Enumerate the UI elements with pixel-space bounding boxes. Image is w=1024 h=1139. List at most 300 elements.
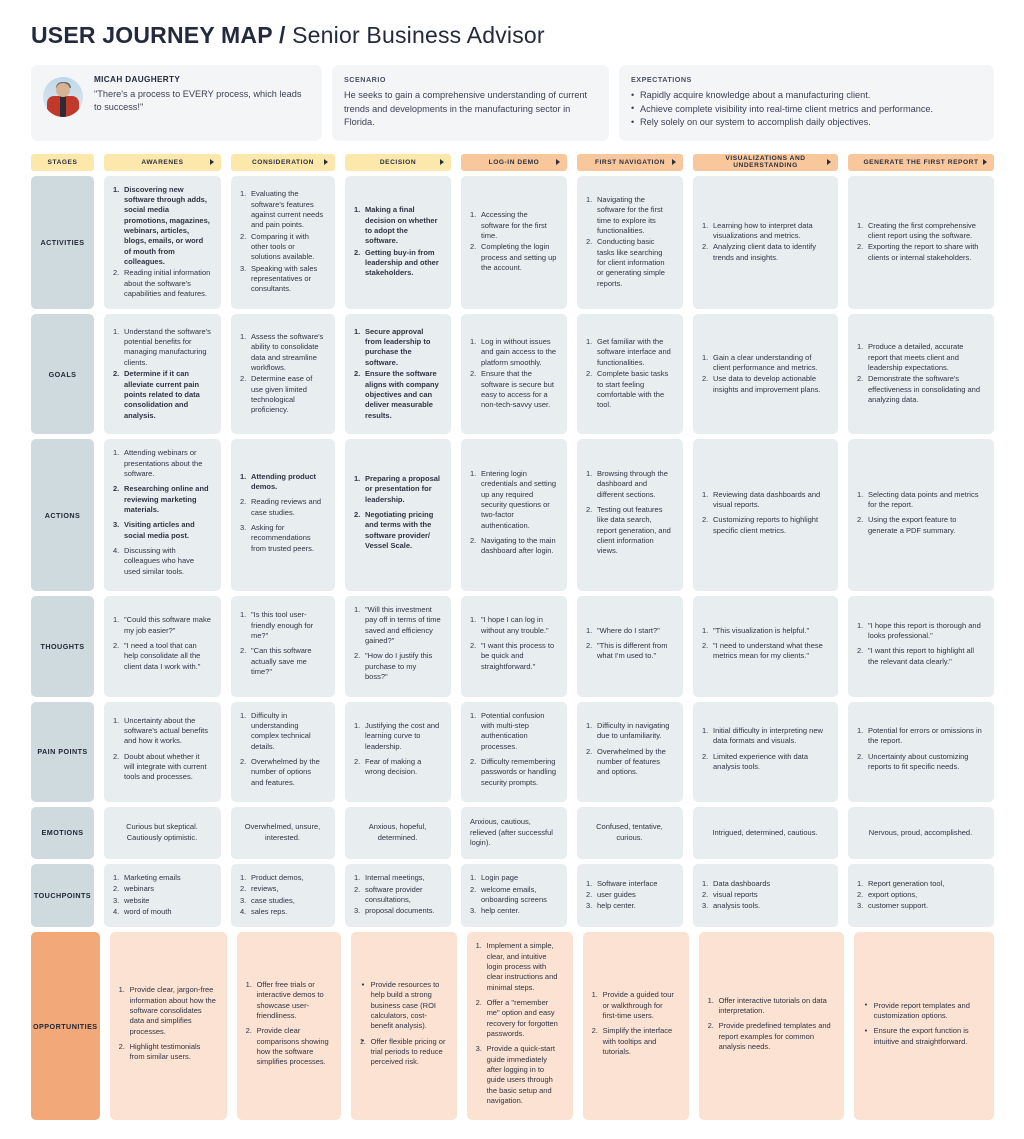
list-item-text: Asking for recommendations from trusted peers.: [251, 522, 314, 553]
list-item-text: Fear of making a wrong decision.: [365, 756, 422, 777]
list-item-text: Customizing reports to highlight specific client metrics.: [713, 515, 819, 535]
cell-actions-4: [577, 439, 683, 591]
cell-list: [470, 615, 557, 677]
list-item: [246, 980, 331, 1021]
list-item: [113, 268, 211, 299]
persona-text: [94, 75, 310, 114]
cell-list: [113, 873, 211, 918]
cell-thoughts-6: [848, 596, 994, 696]
list-item: [354, 885, 441, 906]
list-item-text: Provide resources to help build a strong business case (ROI calculators, cost-benefit analysis).: [370, 980, 440, 1031]
list-item: [240, 232, 325, 263]
stage-col-5: [693, 154, 838, 171]
cell-goals-2: [345, 314, 451, 434]
chevron-right-icon: [672, 159, 676, 165]
list-item: [702, 374, 828, 395]
list-item-text: Provide clear comparisons showing how the software simplifies processes.: [256, 1026, 329, 1067]
stage-pill-6[interactable]: [848, 154, 994, 171]
list-item-text: Provide predefined templates and report examples for common analysis needs.: [718, 1021, 831, 1051]
cell-list: [586, 337, 673, 411]
journey-rows: [31, 176, 994, 1121]
list-item: [702, 626, 828, 636]
list-item: [586, 469, 673, 500]
expectation-item: • Rely solely on our system to accomplish daily objectives.: [631, 116, 982, 130]
list-item-text: visual reports: [713, 889, 758, 899]
persona-quote: "There's a process to EVERY process, which leads to success!": [94, 89, 302, 113]
stage-pill-3[interactable]: [461, 154, 567, 171]
cell-emotions-6: [848, 807, 994, 859]
list-item-text: "Is this tool user-friendly enough for me?": [251, 610, 314, 640]
stage-col-4: [577, 154, 683, 171]
list-item: [470, 757, 557, 788]
list-item: [240, 610, 325, 641]
stage-label: LOG-IN DEMO: [488, 158, 540, 166]
list-item-text: Uncertainty about the software's actual benefits and how it works.: [124, 715, 208, 746]
list-item-text: Secure approval from leadership to purchase the software.: [365, 326, 431, 367]
cell-touchpoints-6: [848, 864, 994, 927]
list-item: [863, 1026, 984, 1047]
list-item: [240, 189, 325, 230]
stage-label: VISUALIZATIONS AND UNDERSTANDING: [725, 155, 806, 170]
list-item-text: Software interface: [597, 878, 658, 888]
cell-activities-5: [693, 176, 838, 310]
cell-touchpoints-5: [693, 864, 838, 927]
list-item: [702, 242, 828, 263]
cell-text: Intrigued, determined, cautious.: [712, 827, 818, 837]
cell-pain-points-0: [104, 702, 221, 802]
list-item: [586, 721, 673, 742]
cell-thoughts-5: [693, 596, 838, 696]
cell-list: [470, 469, 557, 562]
stage-col-2: [345, 154, 451, 171]
cell-list: [113, 185, 211, 301]
list-item-text: Marketing emails: [124, 872, 181, 882]
row-label-pain-points: PAIN POINTS: [31, 702, 94, 802]
list-item: [470, 337, 557, 368]
cell-list: [470, 873, 557, 917]
list-item-text: Log in without issues and gain access to the platform smoothly.: [481, 337, 557, 367]
list-item: [857, 646, 984, 667]
cell-list: [857, 879, 984, 913]
list-item-text: Browsing through the dashboard and different sections.: [597, 468, 668, 499]
list-item: [857, 752, 984, 773]
stage-pill-4[interactable]: [577, 154, 683, 171]
journey-row-emotions: [31, 807, 994, 859]
list-item-text: Product demos,: [251, 872, 304, 882]
list-item: [119, 985, 217, 1037]
cell-opportunities-3: [467, 932, 573, 1120]
list-item-text: Provide a quick-start guide immediately after logging in to guide users through the basic setup and navigation.: [486, 1044, 555, 1106]
list-item-text: Limited experience with data analysis tools.: [713, 751, 809, 772]
cell-actions-0: [104, 439, 221, 591]
cell-emotions-5: [693, 807, 838, 859]
cell-pain-points-5: [693, 702, 838, 802]
list-item-text: Negotiating pricing and terms with the software provider/ Vessel Scale.: [365, 510, 434, 551]
list-item-text: webinars: [124, 884, 155, 894]
list-item: [354, 873, 441, 883]
list-item-text: "I want this process to be quick and straightforward.": [481, 641, 555, 671]
cell-actions-3: [461, 439, 567, 591]
list-item-text: Internal meetings,: [365, 873, 425, 883]
list-item: [240, 264, 325, 295]
list-item: [586, 195, 673, 236]
list-item-text: "I hope I can log in without any trouble.": [481, 615, 549, 635]
list-item: [592, 990, 679, 1021]
list-item-text: Discussing with colleagues who have used similar tools.: [124, 546, 195, 576]
list-item: [113, 907, 211, 917]
cell-list: [470, 210, 557, 274]
cell-list: [113, 327, 211, 422]
persona-name: MICAH DAUGHERTY: [94, 75, 181, 84]
list-item-text: Assess the software's ability to consolidate data and streamline workflows.: [251, 331, 324, 372]
list-item-text: Navigating the software for the first time to explore its functionalities.: [597, 194, 663, 235]
row-label-thoughts: THOUGHTS: [31, 596, 94, 696]
list-item: [586, 890, 673, 900]
list-item-text: "This is different from what I'm used to.": [597, 641, 668, 661]
cell-text: Curious but skeptical. Cautiously optimistic.: [126, 822, 198, 842]
list-item-text: Get familiar with the software interface and functionalities.: [597, 337, 671, 367]
cell-opportunities-4: [583, 932, 689, 1120]
list-item: [240, 757, 325, 788]
list-item: [702, 353, 828, 374]
list-item: [113, 884, 211, 894]
cell-text: Anxious, cautious, relieved (after successful login).: [470, 817, 553, 848]
list-item: [113, 369, 211, 421]
cell-list: [702, 353, 828, 396]
list-item-text: Researching online and reviewing marketing materials.: [124, 484, 209, 515]
cell-goals-0: [104, 314, 221, 434]
list-item-text: Attending product demos.: [251, 471, 316, 491]
list-item-text: Offer flexible pricing or trial periods to reduce perceived risk.: [370, 1036, 446, 1067]
cell-opportunities-2: [351, 932, 457, 1120]
cell-list: [240, 332, 325, 417]
cell-pain-points-6: [848, 702, 994, 802]
cell-thoughts-2: [345, 596, 451, 696]
expectation-item: • Rapidly acquire knowledge about a manufacturing client.: [631, 89, 982, 103]
list-item-text: "I need to understand what these metrics mean for my clients.": [713, 641, 823, 661]
list-item-text: Offer interactive tutorials on data interpretation.: [718, 995, 827, 1015]
cell-opportunities-1: [237, 932, 341, 1120]
page-title: [0, 0, 1024, 65]
stage-col-1: [231, 154, 335, 171]
list-item: [586, 641, 673, 662]
journey-grid: [0, 141, 1024, 1121]
list-item-text: Login page: [481, 873, 519, 883]
list-item: [470, 885, 557, 906]
list-item-text: Produce a detailed, accurate report that meets client and leadership expectations.: [868, 342, 964, 372]
list-item-text: customer support.: [868, 901, 929, 911]
list-item-text: Provide clear, jargon-free information about how the software consolidates data and simplifies processes.: [129, 985, 216, 1036]
cell-pain-points-4: [577, 702, 683, 802]
list-item-text: Analyzing client data to identify trends and insights.: [713, 242, 816, 262]
list-item-text: Initial difficulty in interpreting new data formats and visuals.: [713, 726, 823, 746]
list-item: [586, 369, 673, 410]
cell-actions-6: [848, 439, 994, 591]
cell-list: [586, 195, 673, 290]
stage-label: DECISION: [379, 158, 417, 166]
cell-pain-points-2: [345, 702, 451, 802]
cell-list: [354, 721, 441, 783]
list-item: [240, 646, 325, 677]
list-item-text: Learning how to interpret data visualizations and metrics.: [713, 220, 813, 241]
list-item: [113, 327, 211, 368]
cell-list: [246, 980, 331, 1073]
list-item: [119, 1042, 217, 1063]
cell-list: [119, 985, 217, 1067]
cell-list: [592, 990, 679, 1062]
list-item-text: Conducting basic tasks like searching for client information or generating simple reports.: [597, 237, 665, 288]
list-item: [857, 342, 984, 373]
list-item: [586, 337, 673, 368]
list-item: [354, 248, 441, 279]
list-item-text: Potential for errors or omissions in the report.: [868, 726, 982, 746]
cell-list: [857, 726, 984, 777]
list-item-text: Data dashboards: [713, 878, 771, 888]
list-item-text: Complete basic tasks to start feeling comfortable with the tool.: [597, 369, 669, 410]
journey-row-opportunities: [31, 932, 994, 1120]
list-item-text: "This visualization is helpful.": [713, 625, 810, 635]
list-item-text: Determine if it can alleviate current pain points related to data consolidation and analysis.: [124, 369, 200, 420]
list-item-text: Use data to develop actionable insights and improvement plans.: [713, 374, 821, 394]
stage-label: FIRST NAVIGATION: [594, 158, 666, 166]
cell-emotions-0: [104, 807, 221, 859]
expectations-card: [619, 65, 994, 141]
cell-actions-2: [345, 439, 451, 591]
list-item-text: case studies,: [251, 895, 295, 905]
list-item-text: Ensure the export function is intuitive and straightforward.: [873, 1026, 969, 1046]
row-label-activities: ACTIVITIES: [31, 176, 94, 310]
cell-list: [586, 879, 673, 913]
cell-emotions-2: [345, 807, 451, 859]
list-item: [586, 879, 673, 889]
list-item: [857, 490, 984, 511]
list-item: [240, 711, 325, 752]
stage-pill-2[interactable]: [345, 154, 451, 171]
cell-emotions-4: [577, 807, 683, 859]
list-item: [354, 474, 441, 505]
list-item: [113, 185, 211, 268]
cell-list: [586, 469, 673, 562]
list-item: [246, 1026, 331, 1067]
cell-touchpoints-2: [345, 864, 451, 927]
list-item-text: Reading reviews and case studies.: [251, 497, 322, 517]
row-label-touchpoints: TOUCHPOINTS: [31, 864, 94, 927]
stages-label-cell: [31, 154, 94, 171]
list-item-text: Discovering new software through adds, social media promotions, magazines, webinars, articles, blogs, emails, or word of mouth from colleagues.: [124, 184, 210, 266]
chevron-right-icon: [827, 159, 831, 165]
row-label-goals: GOALS: [31, 314, 94, 434]
list-item-text: Selecting data points and metrics for the report.: [868, 489, 979, 509]
journey-row-thoughts: [31, 596, 994, 696]
cell-pain-points-1: [231, 702, 335, 802]
cell-activities-6: [848, 176, 994, 310]
cell-opportunities-0: [110, 932, 227, 1120]
list-item-text: Difficulty in understanding complex technical details.: [251, 710, 311, 751]
list-item: [470, 536, 557, 557]
list-item: [476, 998, 563, 1039]
cell-list: [240, 610, 325, 682]
list-item: [857, 901, 984, 911]
cell-actions-1: [231, 439, 335, 591]
list-item: • • Provide resources to help build a strong business case (ROI calculators, cost-benefit analysis).: [360, 980, 447, 1032]
expectations-label: EXPECTATIONS: [631, 75, 692, 84]
list-item: [113, 484, 211, 515]
list-item-text: Getting buy-in from leadership and other stakeholders.: [365, 247, 439, 278]
list-item-text: Preparing a proposal or presentation for leadership.: [365, 474, 441, 504]
list-item-text: reviews,: [251, 884, 279, 894]
list-item: [113, 752, 211, 783]
cell-list: [476, 941, 563, 1111]
stage-pill-1[interactable]: [231, 154, 335, 171]
list-item-text: Exporting the report to share with clients or internal stakeholders.: [868, 242, 979, 262]
stage-label: AWARENES: [141, 158, 184, 166]
list-item-text: Offer free trials or interactive demos to showcase user-friendliness.: [256, 980, 324, 1021]
list-item: [240, 472, 325, 493]
list-item: [702, 901, 828, 911]
page-title-separator: /: [272, 22, 293, 48]
cell-thoughts-3: [461, 596, 567, 696]
list-item-text: "I hope this report is thorough and looks professional.": [868, 620, 981, 640]
list-item-text: Creating the first comprehensive client report using the software.: [868, 220, 976, 241]
list-item: [113, 546, 211, 577]
cell-activities-2: [345, 176, 451, 310]
stage-pill-0[interactable]: [104, 154, 221, 171]
row-label-opportunities: OPPORTUNITIES: [31, 932, 100, 1120]
cell-emotions-3: [461, 807, 567, 859]
list-item-text: help center.: [481, 906, 520, 916]
list-item: [857, 890, 984, 900]
list-item-text: Attending webinars or presentations about the software.: [124, 448, 203, 479]
list-item-text: Entering login credentials and setting up any required security questions or two-factor authentication.: [481, 468, 557, 530]
list-item: [857, 515, 984, 536]
list-item-text: "Can this software actually save me time?": [251, 646, 312, 676]
list-item-text: help center.: [597, 901, 636, 911]
row-label-emotions: EMOTIONS: [31, 807, 94, 859]
list-item-text: Gain a clear understanding of client performance and metrics.: [713, 352, 818, 372]
cell-list: [240, 711, 325, 793]
list-item-text: software provider consultations,: [365, 884, 423, 905]
list-item-text: Provide a guided tour or walkthrough for first-time users.: [602, 990, 674, 1021]
stage-pill-5[interactable]: [693, 154, 838, 171]
list-item-text: Speaking with sales representatives or consultants.: [251, 263, 318, 294]
list-item: [113, 716, 211, 747]
cell-list: [354, 873, 441, 917]
list-item: [354, 327, 441, 368]
list-item: [113, 896, 211, 906]
list-item-text: Difficulty in navigating due to unfamiliarity.: [597, 720, 670, 741]
cell-thoughts-0: [104, 596, 221, 696]
list-item: [476, 1044, 563, 1106]
cell-text: Overwhelmed, unsure, interested.: [244, 822, 321, 842]
expectations-list: [631, 89, 982, 130]
list-item: [857, 374, 984, 405]
list-item-text: Overwhelmed by the number of options and features.: [251, 756, 320, 787]
list-item: [592, 1026, 679, 1057]
list-item: [113, 873, 211, 883]
list-item-text: Uncertainty about customizing reports to fit specific needs.: [868, 751, 969, 772]
list-item: [240, 332, 325, 373]
list-item-text: Offer a "remember me" option and easy recovery for forgotten passwords.: [486, 998, 558, 1039]
list-item: [857, 621, 984, 642]
list-item-text: "Could this software make my job easier?": [124, 615, 211, 635]
cell-activities-3: [461, 176, 567, 310]
list-item-text: word of mouth: [124, 906, 172, 916]
chevron-right-icon: [983, 159, 987, 165]
journey-row-pain-points: [31, 702, 994, 802]
list-item-text: "I want this report to highlight all the relevant data clearly.": [868, 646, 975, 666]
cell-list: [702, 879, 828, 913]
cell-list: [113, 716, 211, 788]
list-item: [586, 505, 673, 557]
list-item-text: Reviewing data dashboards and visual reports.: [713, 489, 821, 509]
stage-label: GENERATE THE FIRST REPORT: [863, 158, 979, 166]
list-item-text: Demonstrate the software's effectiveness in consolidating and analyzing data.: [868, 374, 981, 405]
journey-row-touchpoints: [31, 864, 994, 927]
cell-activities-4: [577, 176, 683, 310]
list-item-text: Highlight testimonials from similar users.: [129, 1041, 201, 1062]
cell-list: [857, 621, 984, 672]
cell-list: [702, 726, 828, 777]
stage-label: CONSIDERATION: [252, 158, 314, 166]
list-item: [113, 615, 211, 636]
cell-list: [240, 189, 325, 295]
stages-label-pill: STAGES: [31, 154, 94, 171]
list-item-text: "How do I justify this purchase to my boss?": [365, 651, 433, 682]
cell-list: [354, 474, 441, 556]
list-item: [702, 641, 828, 662]
list-item: [470, 469, 557, 531]
cell-list: [586, 721, 673, 783]
list-item-text: Using the export feature to generate a PDF summary.: [868, 515, 957, 535]
list-item-text: Determine ease of use given limited technological proficiency.: [251, 374, 313, 415]
chevron-right-icon: [556, 159, 560, 165]
list-item-text: welcome emails, onboarding screens: [481, 884, 547, 905]
list-item-text: analysis tools.: [713, 901, 761, 911]
list-item: [240, 497, 325, 518]
list-item-text: Overwhelmed by the number of features and options.: [597, 746, 666, 777]
list-item: [240, 374, 325, 415]
cell-list: [702, 490, 828, 541]
list-item: [702, 726, 828, 747]
list-item-text: Evaluating the software's features against current needs and pain points.: [251, 189, 324, 230]
list-item: [476, 941, 563, 993]
list-item: [354, 757, 441, 778]
list-item: [470, 369, 557, 410]
header-strip: [0, 65, 1024, 141]
cell-list: [354, 605, 441, 687]
cell-goals-5: [693, 314, 838, 434]
cell-pain-points-3: [461, 702, 567, 802]
cell-list: [586, 626, 673, 667]
list-item: [113, 641, 211, 672]
list-item: [354, 510, 441, 551]
list-item-text: Navigating to the main dashboard after login.: [481, 535, 556, 556]
cell-list: [240, 472, 325, 559]
cell-touchpoints-3: [461, 864, 567, 927]
list-item-text: Provide report templates and customization options.: [873, 1000, 970, 1021]
chevron-right-icon: [324, 159, 328, 165]
list-item: [586, 747, 673, 778]
cell-touchpoints-1: [231, 864, 335, 927]
avatar-head: [56, 83, 70, 97]
journey-row-activities: [31, 176, 994, 310]
list-item: [586, 237, 673, 289]
cell-touchpoints-4: [577, 864, 683, 927]
list-item: [470, 873, 557, 883]
cell-list: [354, 205, 441, 279]
row-label-actions: ACTIONS: [31, 439, 94, 591]
persona-card: [31, 65, 322, 141]
